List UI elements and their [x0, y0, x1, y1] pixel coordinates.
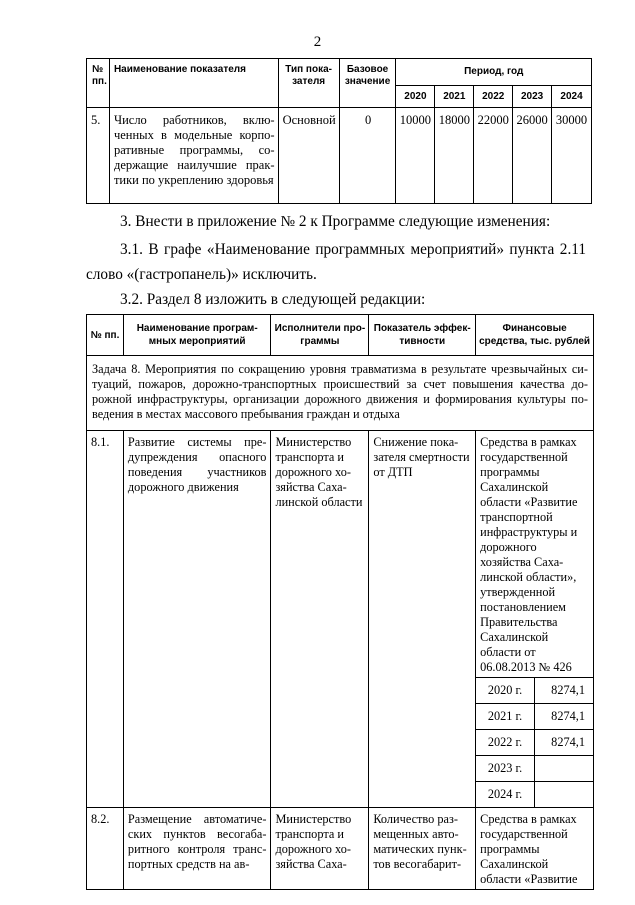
paragraph-3-2: 3.2. Раздел 8 изложить в следующей редакции:: [120, 291, 426, 308]
finance-year: 2022 г.: [476, 730, 535, 756]
header-year: 2022: [474, 86, 513, 108]
row-value: 22000: [474, 108, 513, 204]
header-executors: Исполнители программы: [271, 315, 369, 356]
header-base: Базовое значение: [339, 59, 396, 108]
finance-year: 2021 г.: [476, 704, 535, 730]
finance-value: [535, 756, 594, 782]
header-year: 2020: [396, 86, 435, 108]
header-year: 2021: [435, 86, 474, 108]
paragraph-3-1: 3.1. В графе «Наименование программных мероприятий» пункта 2.11: [120, 241, 586, 258]
page-number: 2: [313, 34, 322, 50]
header-num: № пп.: [87, 315, 124, 356]
row-executors: Министерство транспорта и дорожного хозяйства Сахалинской области: [271, 431, 369, 808]
row-indicator: Снижение показателя смертности от ДТП: [369, 431, 476, 808]
row-num: 8.1.: [87, 431, 124, 808]
row-executors: Министерство транспорта и дорожного хозяйства Саха-: [271, 808, 369, 890]
header-indicator: Показатель эффективности: [369, 315, 476, 356]
indicators-table: [86, 58, 592, 204]
row-name: Развитие системы предупреждения опасного поведения участников дорожного движения: [123, 431, 271, 808]
finance-year: 2020 г.: [476, 678, 535, 704]
row-indicator: Количество размещенных автоматических пунктов весогабарит-: [369, 808, 476, 890]
paragraph-3-1-cont: слово «(гастропанель)» исключить.: [86, 266, 317, 283]
header-period: Период, год: [396, 59, 592, 86]
finance-year: 2023 г.: [476, 756, 535, 782]
header-name: Наименование показателя: [109, 59, 278, 108]
row-value: 10000: [396, 108, 435, 204]
header-year: 2024: [552, 86, 592, 108]
header-finance: Финансовые средства, тыс. рублей: [476, 315, 594, 356]
row-type: Основной: [278, 108, 339, 204]
finance-year: 2024 г.: [476, 782, 535, 808]
row-base: 0: [339, 108, 396, 204]
finance-value: [535, 782, 594, 808]
header-type: Тип показателя: [278, 59, 339, 108]
header-year: 2023: [513, 86, 552, 108]
task-8: Задача 8. Мероприятия по сокращению уровня травматизма в результате чрезвычайных ситуаций, пожаров, дорожно-транспортных происшествий за счет повышения качества дорожной инфраструктуры, организации дорожного движения и формирования культуры поведения в местах массового пребывания граждан и отдыха: [87, 356, 594, 431]
finance-value: 8274,1: [535, 704, 594, 730]
row-name: Размещение автоматических пунктов весогабаритного контроля транспортных средств на ав-: [123, 808, 271, 890]
finance-value: 8274,1: [535, 730, 594, 756]
finance-value: 8274,1: [535, 678, 594, 704]
row-num: 8.2.: [87, 808, 124, 890]
row-name: Число работников, включенных в модельные корпоративные программы, содержащие наилучшие практики по укреплению здоровья: [109, 108, 278, 204]
header-name: Наименование программных мероприятий: [123, 315, 271, 356]
paragraph-3: 3. Внести в приложение № 2 к Программе следующие изменения:: [120, 213, 551, 230]
row-num: 5.: [87, 108, 110, 204]
measures-table: [86, 314, 594, 890]
row-value: 18000: [435, 108, 474, 204]
row-finance: Средства в рамках государственной программы Сахалинской области «Развитие: [476, 808, 594, 890]
header-num: № пп.: [87, 59, 110, 108]
row-value: 26000: [513, 108, 552, 204]
row-value: 30000: [552, 108, 592, 204]
row-finance: Средства в рамках государственной программы Сахалинской области «Развитие транспортной инфраструктуры и дорожного хозяйства Сахалинской области», утвержденной постановлением Правительства Сахалинской области от 06.08.2013 № 426: [476, 431, 594, 678]
